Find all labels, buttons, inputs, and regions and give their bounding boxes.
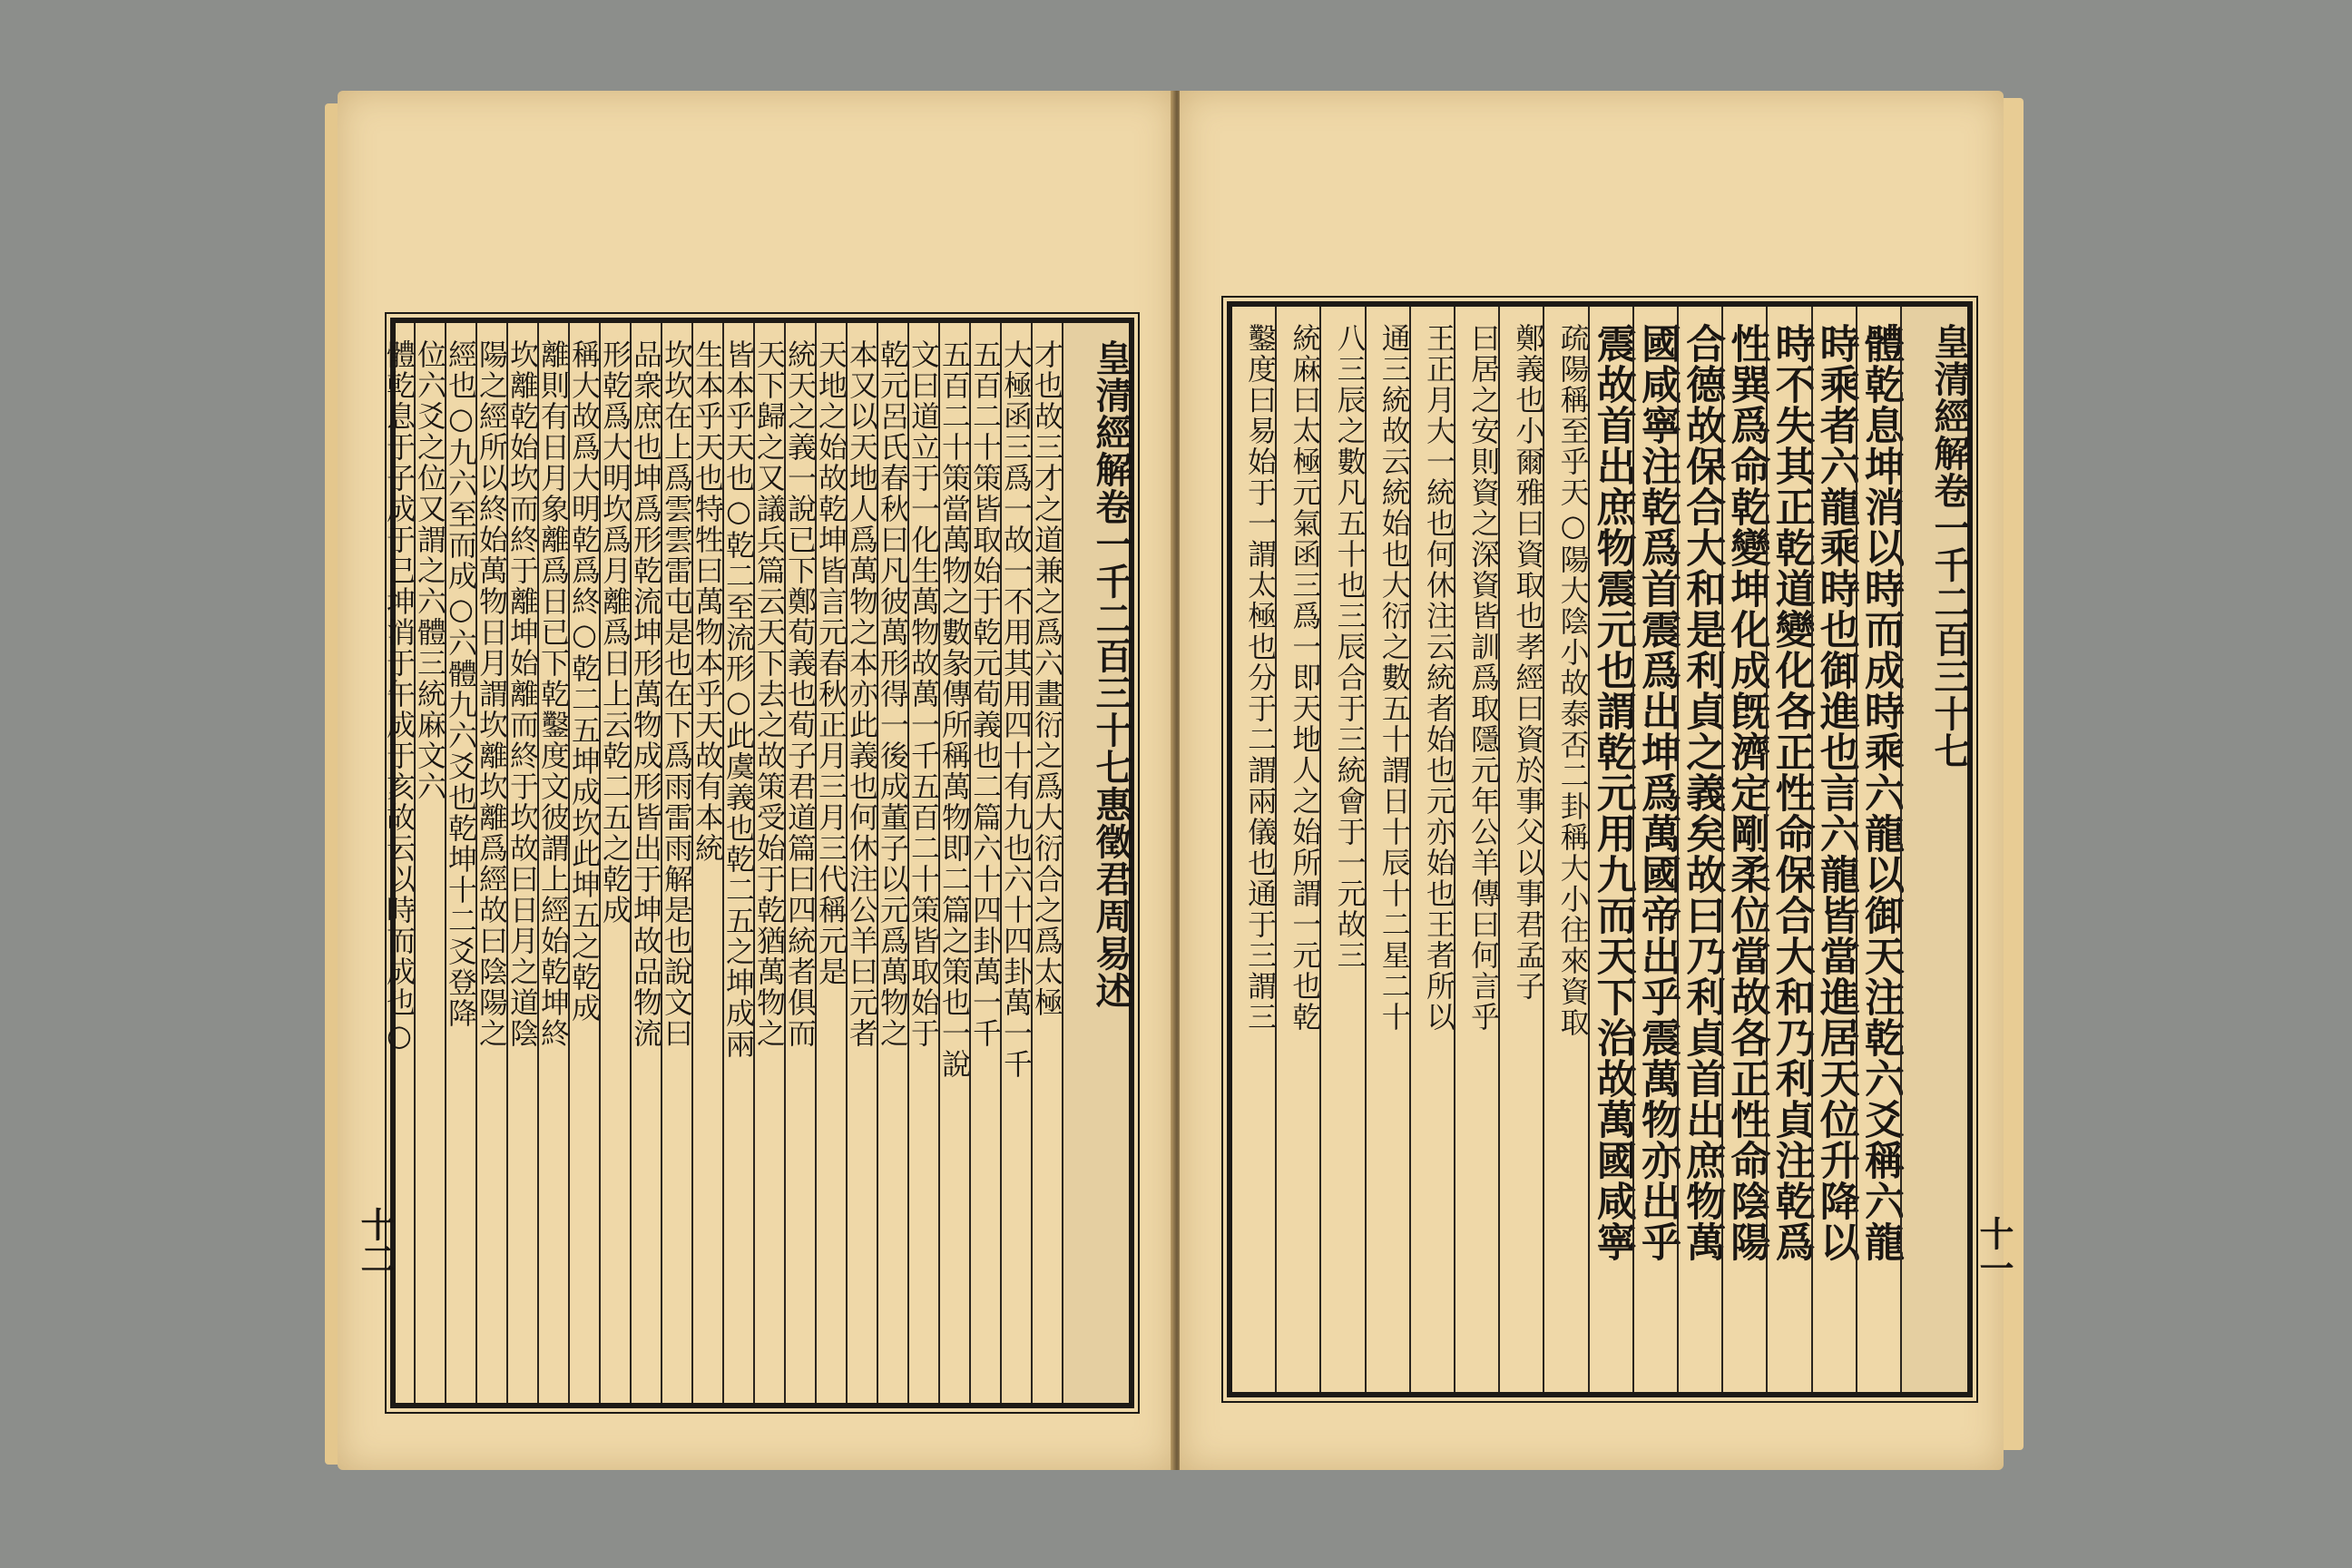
left-text-frame <box>382 318 1134 1408</box>
text-column: 統天之義一說已下鄭荀義也荀子君道篇曰四統者俱而 <box>784 323 815 1403</box>
text-column: 陽之經所以終始萬物日月謂坎離坎離爲經故曰陰陽之 <box>475 323 506 1403</box>
text-column: 形乾爲大明坎爲月離爲日上云乾二五之乾成 <box>599 323 630 1403</box>
text-column: 時不失其正乾道變化各正性命保合大和乃利貞注乾爲 <box>1766 307 1810 1392</box>
text-column: 天地之始故乾坤皆言元春秋正月三月三代稱元是 <box>815 323 846 1403</box>
text-column: 曰居之安則資之深資皆訓爲取隱元年公羊傳曰何言乎 <box>1454 307 1498 1392</box>
text-column: 震故首出庶物震元也謂乾元用九而天下治故萬國咸寧 <box>1588 307 1632 1392</box>
text-column: 才也故三才之道兼之爲六畫衍之爲大衍合之爲太極 <box>1031 323 1062 1403</box>
right-title-column: 皇清經解卷一千二百三十七 <box>1900 307 1967 1392</box>
open-book <box>338 91 2014 1470</box>
right-text-frame <box>1227 301 1973 1397</box>
text-column: 坎離乾始坎而終于離坤始離而終于坎故曰日月之道陰 <box>506 323 537 1403</box>
left-columns <box>382 323 1132 1403</box>
text-column: 經也○九六至而成○六體九六爻也乾坤十二爻登降 <box>445 323 475 1403</box>
left-title-column: 皇清經解卷一千二百三十七惠徵君周易述 <box>1062 323 1129 1403</box>
text-column: 時乘者六龍乘時也御進也言六龍皆當進居天位升降以 <box>1811 307 1856 1392</box>
left-folio: 十二 <box>355 1207 396 1276</box>
text-column: 性巽爲命乾變坤化成旣濟定剛柔位當故各正性命陰陽 <box>1721 307 1766 1392</box>
text-column: 八三辰之數凡五十也三辰合于三統會于一元故三 <box>1319 307 1364 1392</box>
text-column: 天下歸之又議兵篇云天下去之故策受始于乾猶萬物之 <box>753 323 784 1403</box>
text-column: 鄭義也小爾雅曰資取也孝經曰資於事父以事君孟子 <box>1498 307 1543 1392</box>
text-column: 稱大故爲大明乾爲終○乾二五坤成坎此坤五之乾成 <box>568 323 599 1403</box>
text-column: 位六爻之位又謂之六體三統麻文六 <box>414 323 445 1403</box>
text-column: 乾元呂氏春秋曰凡彼萬形得一後成董子以元爲萬物之 <box>877 323 907 1403</box>
text-column: 通三統故云統始也大衍之數五十謂日十辰十二星二十 <box>1365 307 1409 1392</box>
text-column: 國咸寧注乾爲首震爲出坤爲萬國帝出乎震萬物亦出乎 <box>1632 307 1677 1392</box>
right-page <box>1180 91 2014 1470</box>
text-column: 離則有日月象離爲日已下乾鑿度文彼謂上經始乾坤終 <box>537 323 568 1403</box>
text-column: 五百二十策皆取始于乾元荀義也二篇六十四卦萬一千 <box>969 323 1000 1403</box>
text-column: 合德故保合大和是利貞之義矣故曰乃利貞首出庶物萬 <box>1677 307 1721 1392</box>
text-column: 體乾息坤消以時而成時乘六龍以御天注乾六爻稱六龍 <box>1856 307 1900 1392</box>
text-column: 皆本乎天也○乾二至流形○此虞義也乾二五之坤成兩 <box>722 323 753 1403</box>
text-column: 疏陽稱至乎天○陽大陰小故泰否二卦稱大小往來資取 <box>1543 307 1587 1392</box>
right-folio: 十一 <box>1974 1216 2014 1285</box>
text-column: 王正月大一統也何休注云統者始也元亦始也王者所以 <box>1409 307 1454 1392</box>
text-column: 本又以天地人爲萬物之本亦此義也何休注公羊曰元者 <box>846 323 877 1403</box>
text-column: 統麻曰太極元氣函三爲一即天地人之始所謂一元也乾 <box>1275 307 1319 1392</box>
text-column: 體乾息于子成于巳坤消于午成于亥故云以時而成也○ <box>382 339 416 1054</box>
text-column: 坎坎在上爲雲雲雷屯是也在下爲雨雷雨解是也說文曰 <box>661 323 691 1403</box>
text-column: 鑿度曰易始于一謂太極也分于二謂兩儀也通于三謂三 <box>1243 323 1279 1033</box>
text-column: 大極函三爲一故一不用其用四十有九也六十四卦萬一千 <box>1000 323 1031 1403</box>
text-column: 生本乎天也特牲曰萬物本乎天故有本統 <box>691 323 722 1403</box>
right-columns <box>1232 307 1971 1392</box>
text-column: 文曰道立于一化生萬物故萬一千五百二十策皆取始于 <box>907 323 938 1403</box>
text-column: 品衆庶也坤爲形乾流坤形萬物成形皆出于坤故品物流 <box>630 323 661 1403</box>
text-column: 五百二十策當萬物之數彖傳所稱萬物即二篇之策也一說 <box>938 323 969 1403</box>
left-page <box>338 91 1174 1470</box>
